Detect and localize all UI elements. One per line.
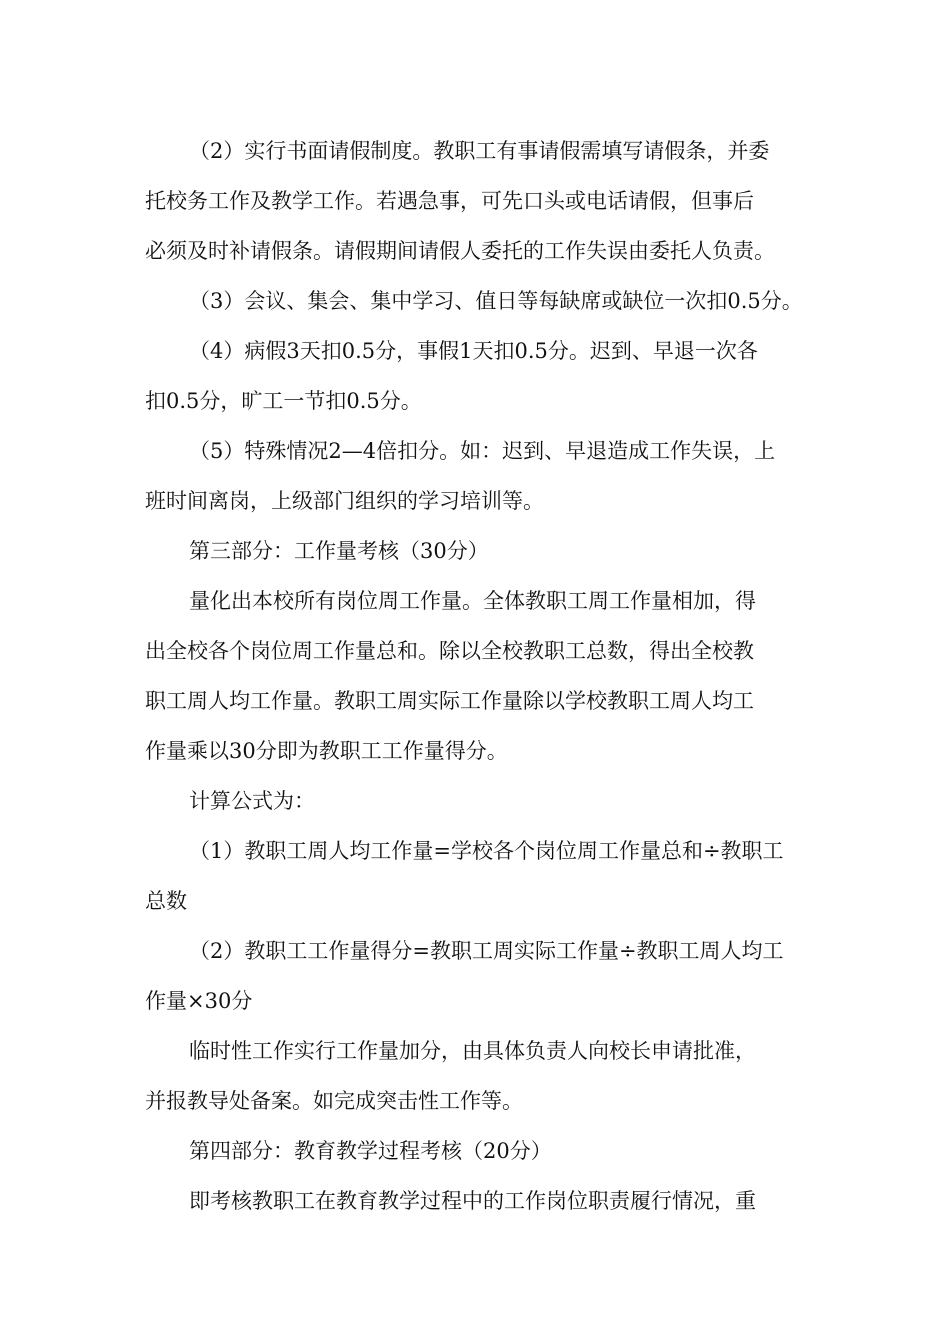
text-line-10: 量化出本校所有岗位周工作量。全体教职工周工作量相加，得 — [189, 589, 756, 613]
text-line-5: （4）病假3天扣0.5分，事假1天扣0.5分。迟到、早退一次各 — [189, 339, 758, 363]
text-line-22: 即考核教职工在教育教学过程中的工作岗位职责履行情况，重 — [189, 1189, 756, 1213]
text-line-1: （2）实行书面请假制度。教职工有事请假需填写请假条，并委 — [189, 139, 770, 163]
text-line-13: 作量乘以30分即为教职工工作量得分。 — [145, 739, 508, 763]
formula-line-1: （1）教职工周人均工作量=学校各个岗位周工作量总和÷教职工 — [189, 839, 784, 863]
text-line-19: 临时性工作实行工作量加分，由具体负责人向校长申请批准， — [189, 1039, 756, 1063]
formula-intro: 计算公式为： — [189, 789, 315, 813]
text-line-8: 班时间离岗，上级部门组织的学习培训等。 — [145, 489, 544, 513]
text-line-2: 托校务工作及教学工作。若遇急事，可先口头或电话请假，但事后 — [145, 189, 754, 213]
document-body — [145, 126, 825, 1226]
formula-line-1-cont: 总数 — [145, 889, 187, 913]
formula-line-2: （2）教职工工作量得分=教职工周实际工作量÷教职工周人均工 — [189, 939, 784, 963]
text-line-4: （3）会议、集会、集中学习、值日等每缺席或缺位一次扣0.5分。 — [189, 289, 803, 313]
text-line-20: 并报教导处备案。如完成突击性工作等。 — [145, 1089, 523, 1113]
text-line-12: 职工周人均工作量。教职工周实际工作量除以学校教职工周人均工 — [145, 689, 754, 713]
text-line-3: 必须及时补请假条。请假期间请假人委托的工作失误由委托人负责。 — [145, 239, 775, 263]
text-line-6: 扣0.5分，旷工一节扣0.5分。 — [145, 389, 422, 413]
text-line-7: （5）特殊情况2—4倍扣分。如：迟到、早退造成工作失误，上 — [189, 439, 776, 463]
text-line-11: 出全校各个岗位周工作量总和。除以全校教职工总数，得出全校教 — [145, 639, 754, 663]
formula-line-2-cont: 作量×30分 — [145, 989, 253, 1013]
section-heading-part-four: 第四部分：教育教学过程考核（20分） — [189, 1139, 552, 1163]
section-heading-part-three: 第三部分：工作量考核（30分） — [189, 539, 489, 563]
